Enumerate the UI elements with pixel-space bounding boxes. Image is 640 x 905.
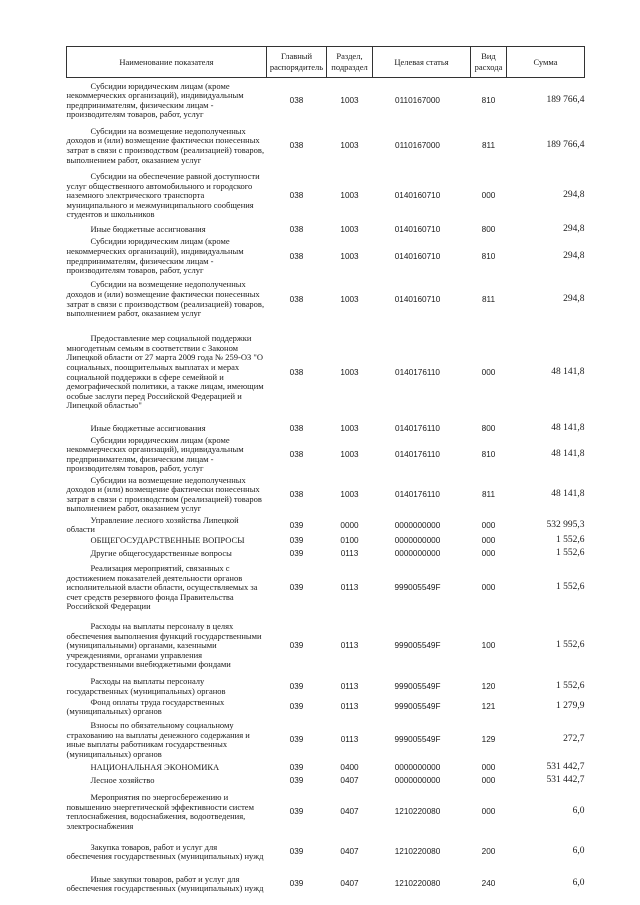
row-glavny-cell: 039 (289, 807, 304, 817)
table-row (67, 224, 585, 237)
row-celevaya-cell: 0000000000 (394, 776, 441, 786)
row-name-text: Предоставление мер социальной поддержки многодетным семьям в соответствии с Законом Липецкой области от 27 марта 2009 года № 259-ОЗ "О социальных, поощрительных выплатах и мерах социальной поддержки в сфере семейной и демографической политики, а также лицам, имеющим особые заслуги перед Российской Федерацией и Липецкой областью" (66, 333, 264, 411)
row-summa-cell: 294,8 (563, 250, 585, 261)
table-row (67, 516, 585, 535)
row-celevaya-cell: 0140176110 (395, 367, 440, 377)
row-summa-cell: 48 141,8 (551, 366, 585, 377)
header-razdel: Раздел, подраздел (327, 47, 373, 78)
row-summa-cell: 1 552,6 (556, 582, 585, 593)
row-summa-cell: 294,8 (563, 293, 585, 304)
table-body (67, 78, 585, 901)
row-summa-cell: 531 442,7 (546, 775, 585, 786)
row-celevaya-cell: 0140160710 (394, 294, 441, 304)
row-celevaya-cell: 0140176110 (395, 449, 440, 459)
row-summa-cell: 48 141,8 (551, 448, 585, 459)
row-celevaya-cell: 0140160710 (394, 225, 441, 235)
row-name-text: НАЦИОНАЛЬНАЯ ЭКОНОМИКА (90, 762, 220, 773)
row-summa-cell: 1 552,6 (556, 680, 585, 691)
row-name-cell (67, 677, 267, 696)
row-razdel-cell: 1003 (340, 294, 359, 304)
row-vid-cell: 800 (481, 225, 496, 235)
row-vid-cell: 000 (481, 367, 496, 377)
row-name-cell (67, 169, 267, 224)
row-vid-cell: 200 (481, 847, 496, 857)
row-razdel-cell: 0113 (340, 702, 359, 712)
row-razdel-cell: 0407 (340, 879, 359, 889)
row-summa-cell: 48 141,8 (551, 489, 585, 500)
row-name-cell (67, 547, 267, 561)
row-summa-cell: 531 442,7 (546, 762, 585, 773)
row-name-text: Субсидии на возмещение недополученных доходов и (или) возмещение фактически понесенных затрат в связи с производством (реализацией) товаров, выполнением работ, оказанием услуг (66, 279, 265, 319)
table-row (67, 774, 585, 788)
row-summa-cell: 6,0 (572, 846, 585, 857)
row-glavny-cell: 039 (289, 879, 304, 889)
row-celevaya-cell: 0110167000 (395, 141, 440, 151)
row-name-text: Субсидии на обеспечение равной доступности услуг общественного автомобильного и городского наземного электрического транспорта муниципального и межмуниципального сообщения студентов и школьников (66, 171, 260, 220)
row-name-cell (67, 516, 267, 535)
row-celevaya-cell: 0140160710 (394, 191, 441, 201)
row-vid-cell: 810 (481, 449, 496, 459)
row-celevaya-cell: 1210220080 (394, 879, 441, 889)
row-razdel-cell: 1003 (340, 191, 359, 201)
row-glavny-cell: 039 (289, 641, 304, 651)
table-row (67, 124, 585, 169)
row-vid-cell: 000 (481, 807, 496, 817)
row-vid-cell: 000 (481, 776, 496, 786)
row-name-cell (67, 423, 267, 436)
row-name-cell (67, 124, 267, 169)
row-vid-cell: 000 (481, 520, 496, 530)
row-name-cell (67, 788, 267, 836)
row-celevaya-cell: 0000000000 (394, 520, 441, 530)
row-summa-cell: 1 552,6 (556, 548, 585, 559)
row-name-cell (67, 224, 267, 237)
table-row (67, 277, 585, 323)
row-summa-cell: 189 766,4 (546, 94, 585, 105)
row-summa-cell: 532 995,3 (546, 519, 585, 530)
row-celevaya-cell: 1210220080 (394, 847, 441, 857)
row-name-text: Расходы на выплаты персоналу государственных (муниципальных) органов (66, 676, 226, 696)
row-name-text: Другие общегосударственные вопросы (90, 548, 232, 559)
row-name-cell (67, 277, 267, 323)
table-header (67, 47, 585, 78)
row-name-text: Управление лесного хозяйства Липецкой области (66, 514, 239, 535)
row-glavny-cell: 038 (289, 141, 304, 151)
row-name-cell (67, 868, 267, 900)
row-name-cell (67, 561, 267, 615)
row-summa-cell: 6,0 (572, 878, 585, 889)
row-name-text: Иные закупки товаров, работ и услуг для обеспечения государственных (муниципальных) нужд (66, 873, 264, 894)
row-glavny-cell: 038 (289, 294, 304, 304)
header-summa: Сумма (507, 47, 585, 78)
row-celevaya-cell: 999005549F (394, 583, 441, 593)
row-glavny-cell: 038 (289, 367, 304, 377)
row-glavny-cell: 039 (289, 735, 304, 745)
table-row (67, 323, 585, 423)
row-name-cell (67, 474, 267, 516)
row-razdel-cell: 1003 (340, 449, 359, 459)
row-razdel-cell: 1003 (340, 141, 359, 151)
row-glavny-cell: 038 (289, 251, 304, 261)
row-summa-cell: 294,8 (563, 190, 585, 201)
row-celevaya-cell: 0000000000 (394, 536, 441, 546)
row-name-text: Субсидии юридическим лицам (кроме некоммерческих организаций), индивидуальным предпринимателям, физическим лицам - производителям товаров, работ, услуг (66, 434, 244, 474)
row-name-text: Закупка товаров, работ и услуг для обеспечения государственных (муниципальных) нужд (66, 841, 264, 862)
row-celevaya-cell: 0000000000 (394, 763, 441, 773)
row-celevaya-cell: 1210220080 (394, 807, 441, 817)
row-celevaya-cell: 999005549F (394, 641, 441, 651)
row-celevaya-cell: 0000000000 (394, 549, 441, 559)
row-name-cell (67, 836, 267, 868)
row-glavny-cell: 038 (289, 225, 304, 235)
row-vid-cell: 240 (481, 879, 496, 889)
row-name-text: Взносы по обязательному социальному страхованию на выплаты денежного содержания и иные выплаты работникам государственных (муниципальных) органов (66, 720, 250, 759)
row-razdel-cell: 1003 (340, 225, 359, 235)
row-summa-cell: 6,0 (572, 806, 585, 817)
row-razdel-cell: 0407 (340, 807, 359, 817)
row-vid-cell: 000 (481, 763, 496, 773)
table-row (67, 718, 585, 762)
row-vid-cell: 121 (481, 702, 496, 712)
row-name-text: Субсидии на возмещение недополученных доходов и (или) возмещение фактически понесенных затрат в связи с производством (реализацией) товаров выполнением работ, оказанием услуг (66, 474, 262, 514)
row-glavny-cell: 039 (289, 536, 304, 546)
table-row (67, 836, 585, 868)
row-razdel-cell: 0407 (340, 847, 359, 857)
row-razdel-cell: 0400 (340, 763, 359, 773)
row-summa-cell: 294,8 (563, 224, 585, 235)
row-name-text: Субсидии юридическим лицам (кроме некоммерческих организаций), индивидуальным предпринимателям, физическим лицам - производителям товаров, работ, услуг (66, 80, 244, 120)
row-glavny-cell: 039 (289, 520, 304, 530)
row-vid-cell: 810 (481, 95, 496, 105)
table-row (67, 535, 585, 547)
row-glavny-cell: 039 (289, 681, 304, 691)
row-razdel-cell: 0113 (340, 549, 359, 559)
row-name-text: Расходы на выплаты персоналу в целях обеспечения выполнения функций государственными (муниципальными) органами, казенными учреждениями, органами управления государственными внебюджетными фондами (66, 621, 262, 670)
row-vid-cell: 811 (481, 490, 496, 500)
row-name-cell (67, 436, 267, 474)
row-razdel-cell: 1003 (340, 424, 359, 434)
row-name-text: Реализация мероприятий, связанных с достижением показателей деятельности органов исполнительной власти области, осуществляемых за счет средств резервного фонда Правительства Российской Федерации (66, 563, 258, 612)
row-razdel-cell: 0113 (340, 681, 359, 691)
row-vid-cell: 800 (481, 424, 496, 434)
row-name-text: Иные бюджетные ассигнования (90, 224, 206, 235)
row-name-text: Иные бюджетные ассигнования (90, 423, 206, 434)
row-name-text: Лесное хозяйство (90, 775, 155, 786)
row-name-text: Субсидии юридическим лицам (кроме некоммерческих организаций), индивидуальным предпринимателям, физическим лицам - производителям товаров, работ, услуг (66, 236, 244, 276)
row-vid-cell: 811 (481, 141, 496, 151)
table-row (67, 762, 585, 774)
table-row (67, 561, 585, 615)
row-vid-cell: 000 (481, 583, 496, 593)
row-celevaya-cell: 999005549F (394, 735, 441, 745)
row-name-cell (67, 78, 267, 124)
row-vid-cell: 100 (481, 641, 496, 651)
row-vid-cell: 000 (481, 549, 496, 559)
table-row (67, 436, 585, 474)
row-glavny-cell: 039 (289, 847, 304, 857)
row-razdel-cell: 0000 (340, 520, 359, 530)
row-vid-cell: 120 (481, 681, 496, 691)
row-razdel-cell: 1003 (340, 367, 359, 377)
row-summa-cell: 48 141,8 (551, 423, 585, 434)
table-row (67, 868, 585, 900)
row-vid-cell: 129 (481, 735, 496, 745)
row-glavny-cell: 039 (289, 583, 304, 593)
row-razdel-cell: 0407 (340, 776, 359, 786)
row-glavny-cell: 039 (289, 776, 304, 786)
row-summa-cell: 1 552,6 (556, 640, 585, 651)
budget-table (66, 46, 585, 900)
row-razdel-cell: 0113 (340, 641, 359, 651)
row-name-cell (67, 774, 267, 788)
table-row (67, 547, 585, 561)
row-glavny-cell: 039 (289, 763, 304, 773)
row-celevaya-cell: 0140160710 (394, 251, 441, 261)
row-glavny-cell: 039 (289, 549, 304, 559)
row-name-cell (67, 615, 267, 677)
row-name-cell (67, 535, 267, 547)
row-name-cell (67, 762, 267, 774)
table-row (67, 423, 585, 436)
row-vid-cell: 810 (481, 251, 496, 261)
row-celevaya-cell: 0110167000 (395, 95, 440, 105)
row-celevaya-cell: 0140176110 (395, 490, 440, 500)
row-name-text: ОБЩЕГОСУДАРСТВЕННЫЕ ВОПРОСЫ (90, 535, 245, 546)
row-celevaya-cell: 999005549F (394, 702, 441, 712)
header-glavny: Главный распорядитель (267, 47, 327, 78)
row-razdel-cell: 0100 (340, 536, 359, 546)
row-celevaya-cell: 999005549F (394, 681, 441, 691)
header-vid: Вид расхода (471, 47, 507, 78)
row-name-cell (67, 237, 267, 277)
table-row (67, 169, 585, 224)
header-celevaya: Целевая статья (373, 47, 471, 78)
row-glavny-cell: 038 (289, 95, 304, 105)
row-name-text: Фонд оплаты труда государственных (муниципальных) органов (66, 696, 225, 717)
row-summa-cell: 189 766,4 (546, 140, 585, 151)
table-row (67, 237, 585, 277)
row-name-text: Субсидии на возмещение недополученных доходов и (или) возмещение фактически понесенных затрат в связи с производством (реализацией) товаров, выполнением работ, оказанием услуг (66, 125, 265, 165)
row-razdel-cell: 0113 (340, 735, 359, 745)
table-row (67, 474, 585, 516)
header-name: Наименование показателя (67, 47, 267, 78)
row-razdel-cell: 1003 (340, 95, 359, 105)
row-vid-cell: 000 (481, 536, 496, 546)
row-summa-cell: 1 279,9 (556, 701, 585, 712)
table-row (67, 78, 585, 124)
row-name-cell (67, 718, 267, 762)
row-summa-cell: 1 552,6 (556, 535, 585, 546)
row-name-cell (67, 323, 267, 423)
row-vid-cell: 811 (481, 294, 496, 304)
table-row (67, 696, 585, 718)
row-razdel-cell: 0113 (340, 583, 359, 593)
row-glavny-cell: 038 (289, 449, 304, 459)
table-row (67, 615, 585, 677)
budget-table-page (66, 46, 584, 900)
row-celevaya-cell: 0140176110 (395, 424, 440, 434)
row-glavny-cell: 038 (289, 191, 304, 201)
row-name-text: Мероприятия по энергосбережению и повышению энергетической эффективности систем теплоснабжения, водоснабжения, водоотведения, электроснабжения (66, 792, 254, 831)
row-glavny-cell: 039 (289, 702, 304, 712)
row-razdel-cell: 1003 (340, 251, 359, 261)
row-razdel-cell: 1003 (340, 490, 359, 500)
table-row (67, 677, 585, 696)
row-glavny-cell: 038 (289, 424, 304, 434)
row-glavny-cell: 038 (289, 490, 304, 500)
row-summa-cell: 272,7 (563, 734, 585, 745)
row-vid-cell: 000 (481, 191, 496, 201)
table-row (67, 788, 585, 836)
row-name-cell (67, 696, 267, 718)
